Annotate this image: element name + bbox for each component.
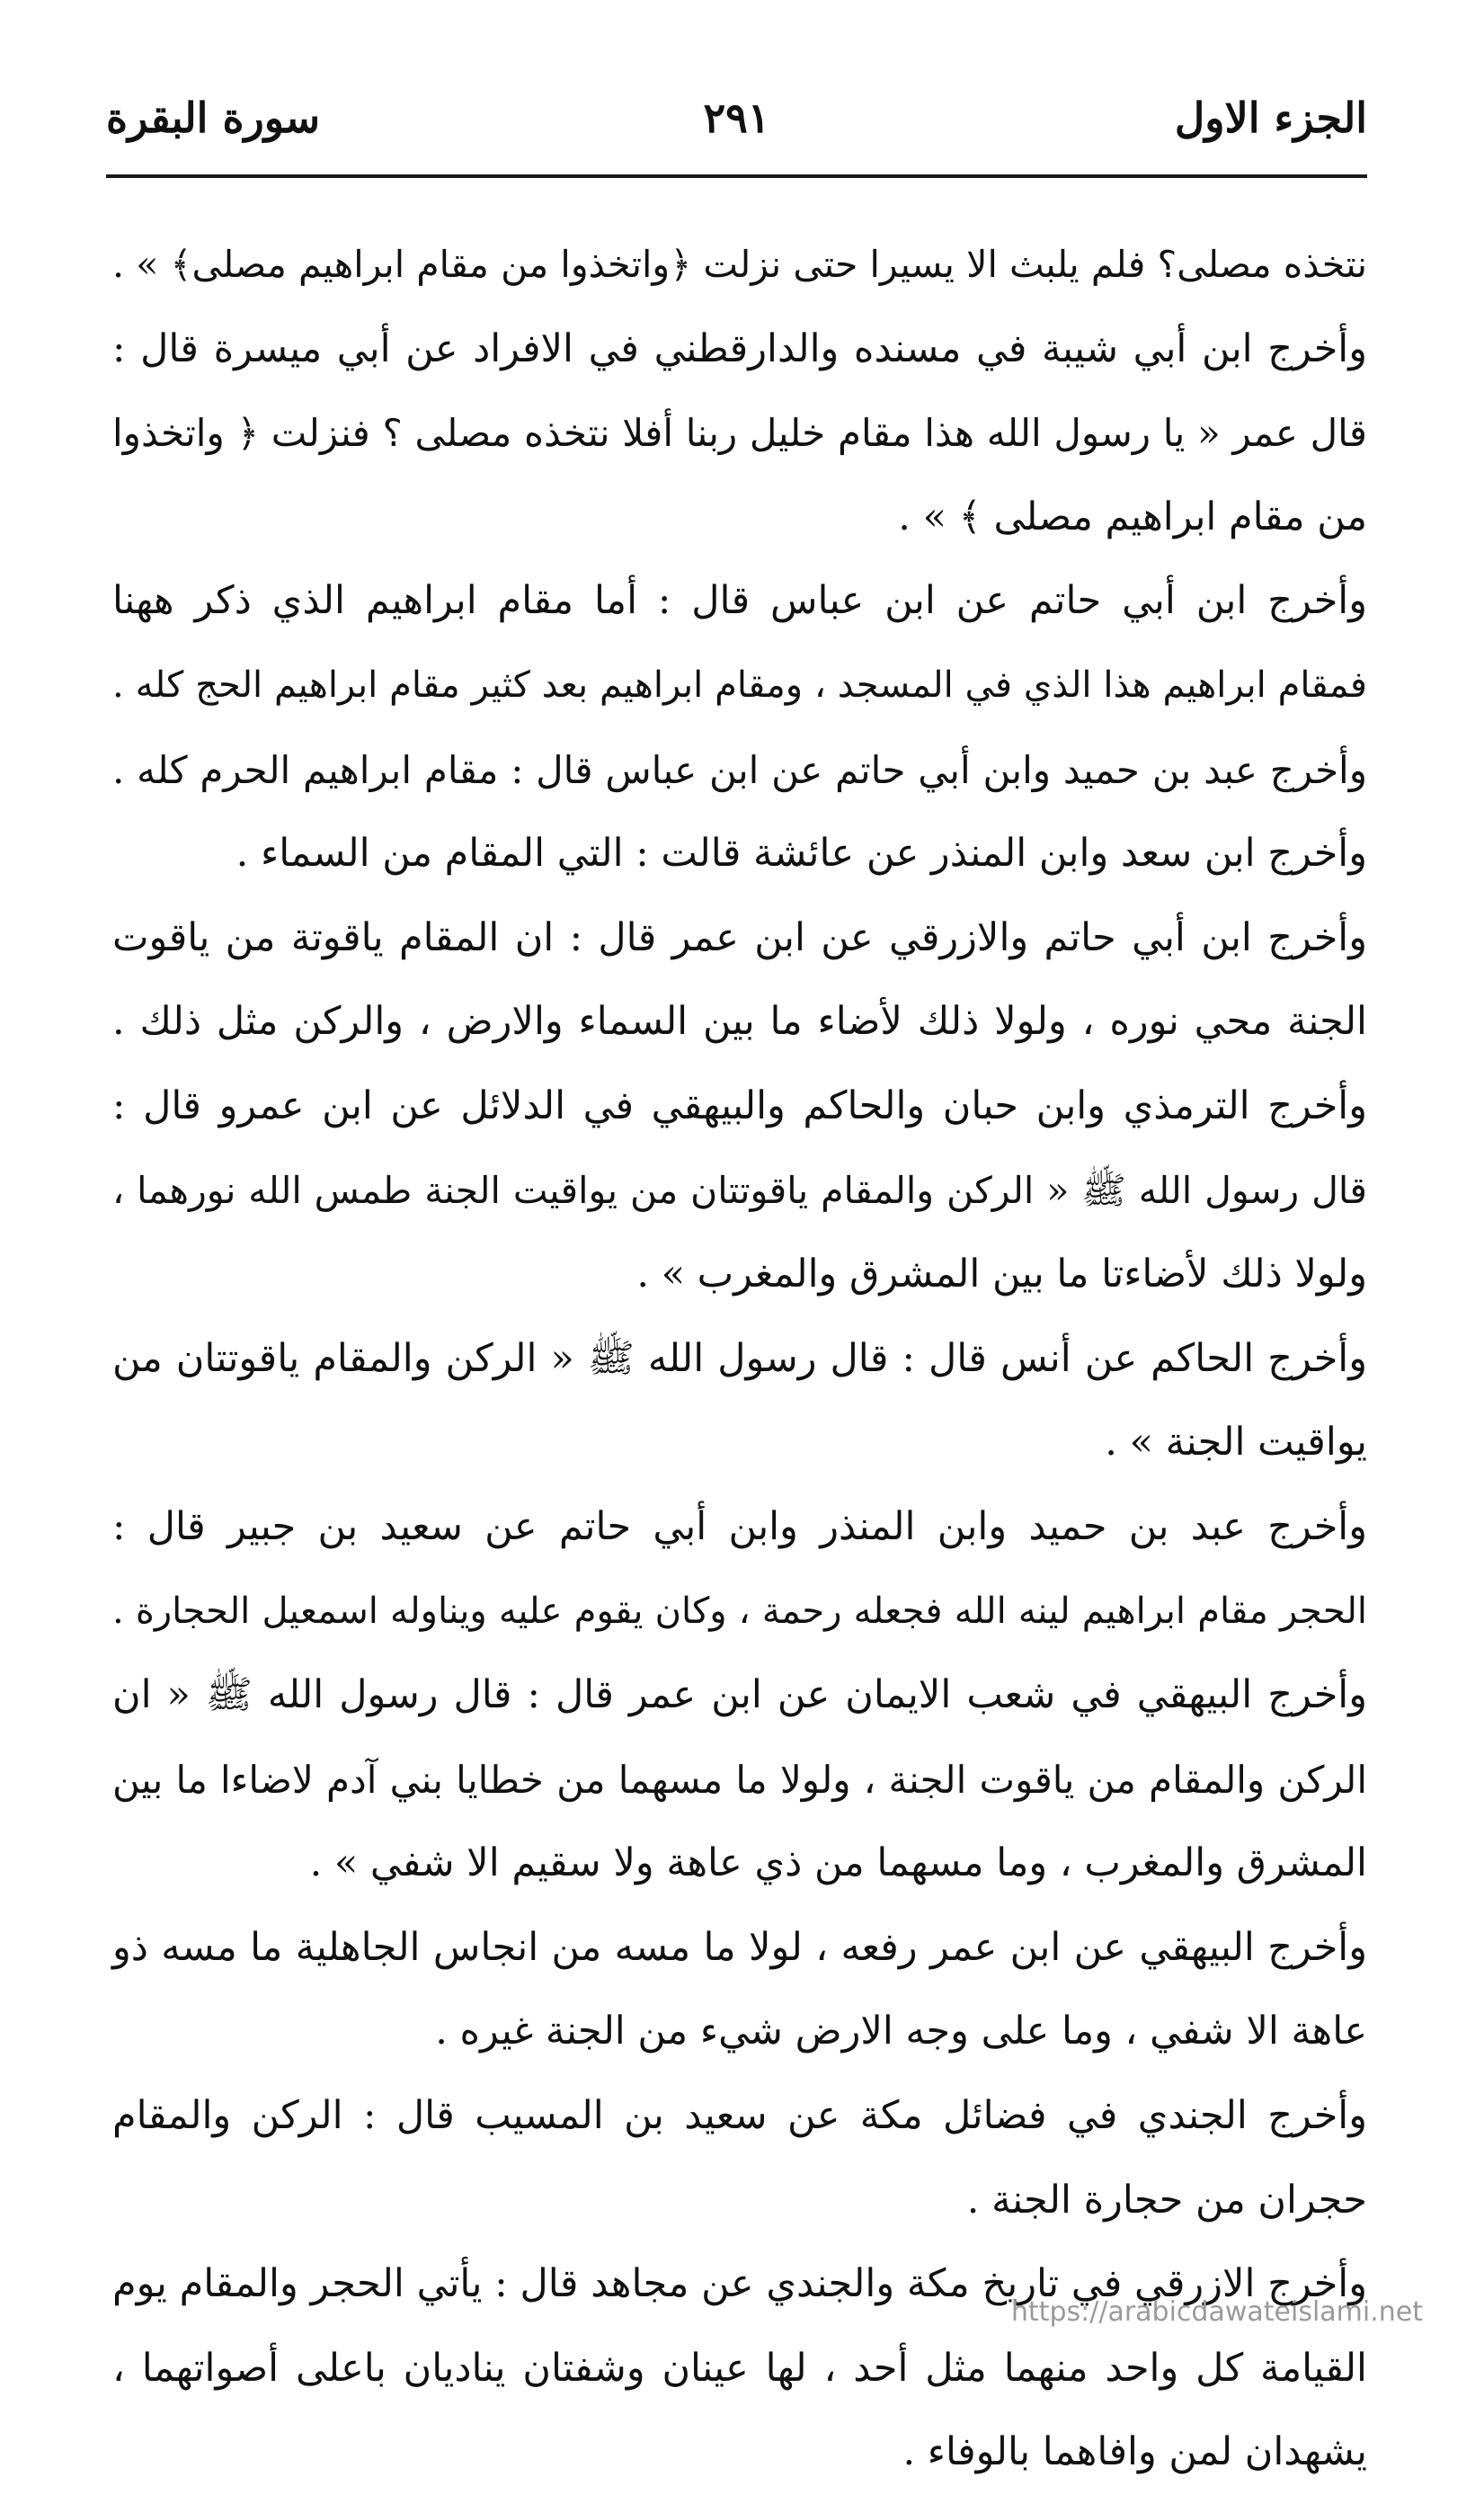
text-line: من مقام ابراهيم مصلى ﴾ » . [898, 494, 1367, 539]
text-line: فمقام ابراهيم هذا الذي في المسجد ، ومقام ابراهيم بعد كثير مقام ابراهيم الحج كله . [112, 664, 1368, 706]
source-watermark: https://arabicdawateislami.net [1010, 2296, 1423, 2328]
text-line: حجران من حجارة الجنة . [966, 2177, 1367, 2223]
text-line: وأخرج ابن أبي حاتم والازرقي عن ابن عمر قال : ان المقام ياقوتة من ياقوت [112, 914, 1367, 960]
text-line: وأخرج البيهقي عن ابن عمر رفعه ، لولا ما مسه من انجاس الجاهلية ما مسه ذو [112, 1924, 1367, 1970]
text-line: وأخرج ابن أبي حاتم عن ابن عباس قال : أما مقام ابراهيم الذي ذكر ههنا [112, 578, 1367, 624]
page-body [112, 223, 1367, 2495]
text-line: القيامة كل واحد منهما مثل أحد ، لها عينان وشفتان يناديان باعلى أصواتهما ، [112, 2345, 1367, 2391]
page-header [106, 86, 1367, 149]
text-line: يشهدان لمن وافاهما بالوفاء . [902, 2429, 1367, 2475]
text-line: وأخرج البيهقي في شعب الايمان عن ابن عمر قال : قال رسول الله ﷺ « ان [112, 1672, 1367, 1718]
header-divider [106, 174, 1367, 178]
text-line: المشرق والمغرب ، وما مسهما من ذي عاهة ولا سقيم الا شفي » . [309, 1840, 1367, 1886]
surah-title: سورة البقرة [106, 94, 321, 142]
text-line: وأخرج الجندي في فضائل مكة عن سعيد بن المسيب قال : الركن والمقام [112, 2093, 1367, 2139]
text-line: قال رسول الله ﷺ « الركن والمقام ياقوتتان من يواقيت الجنة طمس الله نورهما ، [112, 1168, 1367, 1212]
text-line: يواقيت الجنة » . [1105, 1420, 1367, 1466]
text-line: نتخذه مصلى؟ فلم يلبث الا يسيرا حتى نزلت ﴿واتخذوا من مقام ابراهيم مصلى﴾ » . [112, 243, 1367, 286]
text-line: الحجر مقام ابراهيم لينه الله فجعله رحمة ، وكان يقوم عليه ويناوله اسمعيل الحجارة . [112, 1590, 1367, 1632]
text-line: قال عمر « يا رسول الله هذا مقام خليل ربنا أفلا نتخذه مصلى ؟ فنزلت ﴿ واتخذوا [112, 411, 1367, 456]
text-line: عاهة الا شفي ، وما على وجه الارض شيء من الجنة غيره . [435, 2009, 1367, 2054]
text-line: وأخرج ابن سعد وابن المنذر عن عائشة قالت : التي المقام من السماء . [235, 831, 1367, 877]
text-line: وأخرج الحاكم عن أنس قال : قال رسول الله ﷺ « الركن والمقام ياقوتتان من [112, 1335, 1367, 1381]
text-line: ولولا ذلك لأضاءتا ما بين المشرق والمغرب » . [636, 1252, 1367, 1297]
text-line: الركن والمقام من ياقوت الجنة ، ولولا ما مسهما من خطايا بني آدم لاضاءا ما بين [112, 1757, 1367, 1802]
text-line: وأخرج عبد بن حميد وابن المنذر وابن أبي حاتم عن سعيد بن جبير قال : [112, 1503, 1367, 1549]
text-line: وأخرج عبد بن حميد وابن أبي حاتم عن ابن عباس قال : مقام ابراهيم الحرم كله . [112, 747, 1367, 792]
page-number: ٢٩١ [703, 94, 770, 142]
text-line: وأخرج الترمذي وابن حبان والحاكم والبيهقي في الدلائل عن ابن عمرو قال : [112, 1083, 1367, 1128]
text-line: وأخرج الازرقي في تاريخ مكة والجندي عن مجاهد قال : يأتي الحجر والمقام يوم [112, 2261, 1367, 2307]
text-line: الجنة محي نوره ، ولولا ذلك لأضاء ما بين السماء والارض ، والركن مثل ذلك . [112, 999, 1367, 1045]
part-title: الجزء الاول [1174, 94, 1367, 142]
text-line: وأخرج ابن أبي شيبة في مسنده والدارقطني في الافراد عن أبي ميسرة قال : [112, 325, 1367, 371]
